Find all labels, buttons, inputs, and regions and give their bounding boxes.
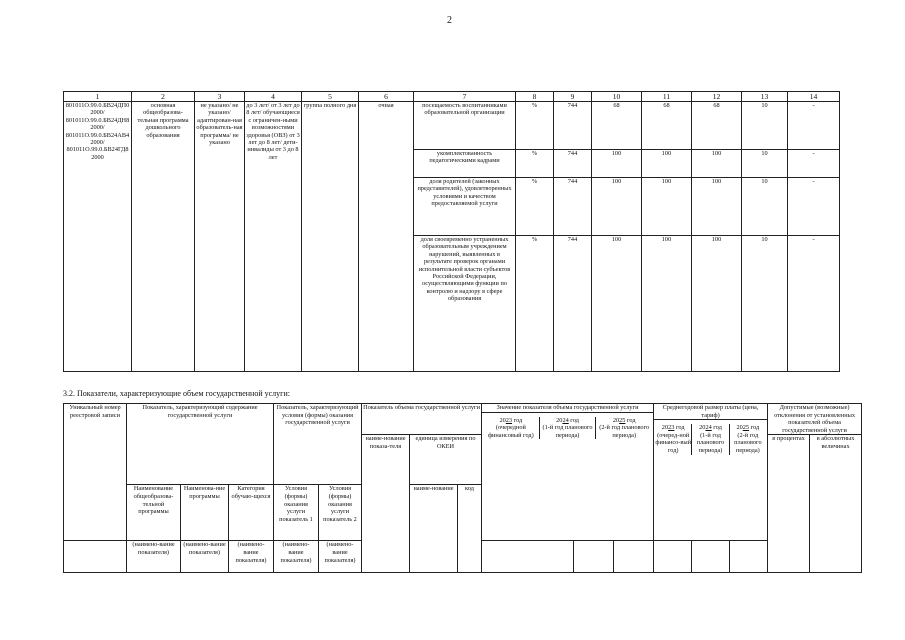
col-num: 11 — [642, 92, 692, 102]
year-value: 23 — [505, 416, 513, 424]
indicator-name-label: (наимено-вание показателя) — [274, 541, 319, 573]
form-cell: очная — [359, 102, 414, 372]
year-value: 24 — [562, 416, 569, 424]
page-number: 2 — [447, 15, 452, 26]
year-prefix: 20 — [699, 424, 706, 432]
condition2-subheader: Условия (формы) оказания услуги показатель 2 — [319, 485, 362, 541]
col-num: 1 — [64, 92, 132, 102]
volume-indicators-table — [63, 403, 862, 573]
price-empty — [654, 541, 692, 573]
value-empty — [482, 541, 574, 573]
unit-code-subheader: код — [458, 485, 482, 573]
volume-header: Показатель объема государственной услуги — [362, 404, 482, 435]
indicator-value: 100 — [592, 150, 642, 178]
indicator-unit: % — [516, 236, 554, 372]
year-desc: (очередной финансовый год) — [487, 424, 534, 439]
section-heading: 3.2. Показатели, характеризующие объем государственной услуги: — [63, 389, 290, 398]
year-suffix: год — [568, 416, 579, 424]
col-num: 7 — [414, 92, 516, 102]
deviation-absolute: - — [788, 236, 840, 372]
unit-header: единица измерения по ОКЕИ — [410, 435, 482, 485]
col-num: 9 — [554, 92, 592, 102]
deviation-percent-header: в процентах — [768, 435, 810, 573]
col-num: 3 — [195, 92, 245, 102]
year-prefix: 20 — [612, 416, 620, 424]
indicator-unit: % — [516, 178, 554, 236]
price-header — [654, 404, 768, 541]
col-num: 14 — [788, 92, 840, 102]
deviation-absolute: - — [788, 178, 840, 236]
indicator-code: 744 — [554, 102, 592, 150]
col-num: 13 — [742, 92, 788, 102]
indicator-value: 100 — [642, 178, 692, 236]
indicator-value: 68 — [692, 102, 742, 150]
year-value: 25 — [742, 424, 750, 432]
indicator-value: 100 — [642, 236, 692, 372]
deviation-percent: 10 — [742, 236, 788, 372]
condition1-subheader: Условия (формы) оказания услуги показатель 1 — [274, 485, 319, 541]
deviation-absolute: - — [788, 102, 840, 150]
indicator-value: 100 — [692, 150, 742, 178]
year-desc: (1-й год планового периода) — [542, 424, 593, 439]
col-num: 8 — [516, 92, 554, 102]
indicator-value: 100 — [692, 236, 742, 372]
indicator-value: 100 — [592, 236, 642, 372]
indicator-name-label: (наимено-вание показателя) — [181, 541, 229, 573]
indicator-value: 68 — [642, 102, 692, 150]
year-prefix: 20 — [736, 424, 743, 432]
deviation-absolute: - — [788, 150, 840, 178]
program-name-subheader: Наименование общеобразова-тельной программы — [127, 485, 181, 541]
content-header: Показатель, характеризующий содержание государственной услуги — [127, 404, 274, 485]
col-num: 10 — [592, 92, 642, 102]
year-suffix: год — [674, 424, 685, 432]
year-prefix: 20 — [499, 416, 506, 424]
indicator-value: 100 — [692, 178, 742, 236]
table-row — [64, 102, 840, 150]
year-suffix: год — [749, 424, 760, 432]
deviation-percent: 10 — [742, 178, 788, 236]
col-num: 4 — [245, 92, 302, 102]
year-desc: (2-й год планового периода) — [734, 431, 762, 454]
price-title: Среднегодовой размер платы (цена, тариф) — [654, 404, 767, 420]
indicator-name: укомплектованность педагогическими кадрами — [414, 150, 516, 178]
indicator-unit: % — [516, 102, 554, 150]
volume-name-header: наиме-нование показа-теля — [362, 435, 410, 573]
registry-empty — [64, 541, 127, 573]
indicator-name: доля родителей (законных представителей), удовлетворенных условиями и качеством предоставляемой услуги — [414, 178, 516, 236]
unit-name-subheader: наиме-нование — [410, 485, 458, 573]
column-number-row — [64, 92, 840, 102]
deviation-absolute-header: в абсолютных величинах — [810, 435, 862, 573]
indicator-name-label: (наимено-вание показателя) — [127, 541, 181, 573]
year-desc: (1-й год планового периода) — [696, 431, 725, 454]
indicator-code: 744 — [554, 150, 592, 178]
conditions-header: Показатель, характеризующий условия (формы) оказания государственной услуги — [274, 404, 362, 485]
indicator-value: 100 — [642, 150, 692, 178]
year-value: 25 — [619, 416, 626, 424]
year-desc: (2-й год планового периода) — [599, 424, 650, 439]
program-cell: основная общеобразова-тельная программа дошкольного образования — [132, 102, 195, 372]
quality-indicators-table — [63, 91, 840, 372]
indicator-value: 100 — [592, 178, 642, 236]
indicator-name: посещаемость воспитанниками образовательной организации — [414, 102, 516, 150]
col-num: 6 — [359, 92, 414, 102]
program-type-cell: не указано/ не указано/ адаптирован-ная образователь-ная программа/ не указано — [195, 102, 245, 372]
header-row — [64, 404, 862, 435]
year-prefix: 20 — [556, 416, 563, 424]
price-empty — [692, 541, 730, 573]
group-cell: группа полного дня — [302, 102, 359, 372]
indicator-value: 68 — [592, 102, 642, 150]
year-suffix: год — [711, 424, 722, 432]
value-empty — [614, 541, 654, 573]
indicator-code: 744 — [554, 178, 592, 236]
year-suffix: год — [625, 416, 636, 424]
price-empty — [730, 541, 768, 573]
year-desc: (очеред-ной финансо-вый год) — [655, 431, 691, 454]
indicator-name: доля своевременно устраненных образовательным учреждением нарушений, выявленных в результате проверок органами исполнительной власти субъектов Российской Федерации, осуществляющими функции по контролю и надзору в сфере образования — [414, 236, 516, 372]
year-value: 23 — [668, 424, 675, 432]
indicator-name-label: (наимено-вание показателя) — [319, 541, 362, 573]
registry-header: Уникальный номер реестровой записи — [64, 404, 127, 541]
category-cell: до 3 лет/ от 3 лет до 8 лет/ обучающиеся с ограничен-ными возможностями здоровья (ОВЗ) от 3 лет до 8 лет/ дети-инвалиды от 3 до 8 лет — [245, 102, 302, 372]
programs-subheader: Наименова-ние программы — [181, 485, 229, 541]
deviation-percent: 10 — [742, 102, 788, 150]
col-num: 5 — [302, 92, 359, 102]
year-prefix: 20 — [661, 424, 669, 432]
value-empty — [574, 541, 614, 573]
value-title: Значение показателя объема государственной услуги — [482, 404, 653, 413]
col-num: 2 — [132, 92, 195, 102]
value-header — [482, 404, 654, 541]
deviation-header: Допустимые (возможные) отклонения от установленных показателей объема государственной услуги — [768, 404, 862, 435]
registry-number-cell: 801011О.99.0.БВ24ДП02000/ 801011О.99.0.БВ24ДН82000/ 801011О.99.0.БВ24АВ42000/ 801011О.99.0.БВ24ГД82000 — [64, 102, 132, 372]
indicator-code: 744 — [554, 236, 592, 372]
col-num: 12 — [692, 92, 742, 102]
year-suffix: год — [512, 416, 523, 424]
indicator-name-label: (наимено-вание показателя) — [229, 541, 274, 573]
indicator-unit: % — [516, 150, 554, 178]
category-subheader: Категория обучаю-щихся — [229, 485, 274, 541]
deviation-percent: 10 — [742, 150, 788, 178]
year-value: 24 — [705, 424, 712, 432]
